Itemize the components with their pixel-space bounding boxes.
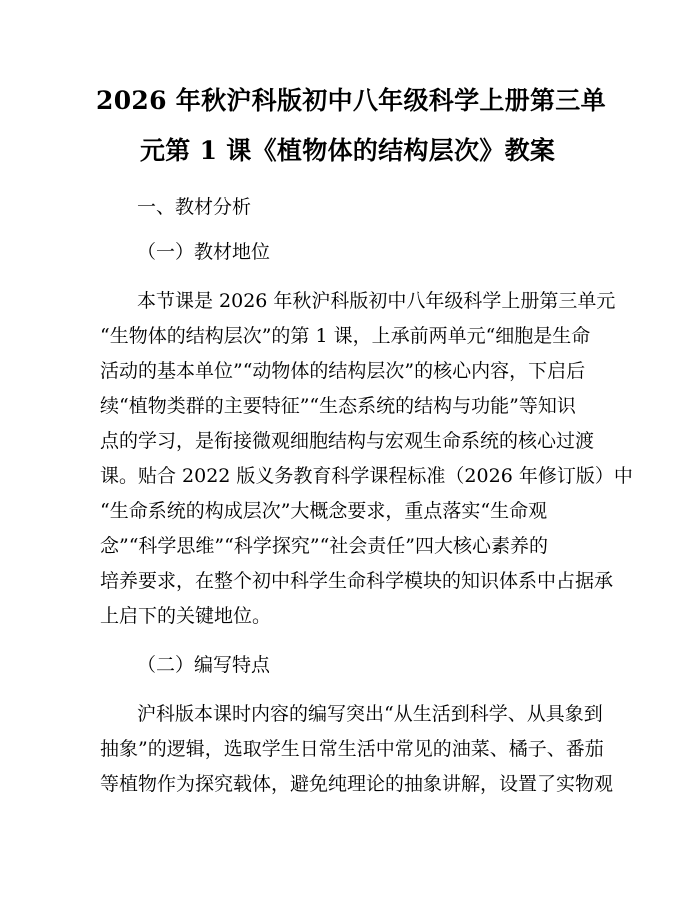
paragraph-line: 上启下的关键地位。 [100,605,272,627]
paragraph-line: “生物体的结构层次”的第 1 课，上承前两单元“细胞是生命 [100,325,591,347]
paragraph-line: 培养要求，在整个初中科学生命科学模块的知识体系中占据承 [100,570,614,592]
document-title-line-1: 2026 年秋沪科版初中八年级科学上册第三单 [96,86,606,115]
paragraph-line: 念”“科学思维”“科学探究”“社会责任”四大核心素养的 [100,535,548,557]
subsection-heading-writing-features: （二）编写特点 [137,654,271,676]
paragraph-line: 沪科版本课时内容的编写突出“从生活到科学、从具象到 [137,703,603,725]
paragraph-line: 课。贴合 2022 版义务教育科学课程标准（2026 年修订版）中 [100,465,633,487]
paragraph-line: “生命系统的构成层次”大概念要求，重点落实“生命观 [100,500,548,522]
section-heading-textbook-analysis: 一、教材分析 [137,196,252,218]
paragraph-line: 活动的基本单位”“动物体的结构层次”的核心内容，下启后 [100,360,586,382]
document-title-line-2: 元第 1 课《植物体的结构层次》教案 [140,136,556,165]
subsection-heading-textbook-position: （一）教材地位 [137,241,271,263]
paragraph-line: 本节课是 2026 年秋沪科版初中八年级科学上册第三单元 [137,290,616,312]
paragraph-line: 等植物作为探究载体，避免纯理论的抽象讲解，设置了实物观 [100,773,614,795]
paragraph-line: 抽象”的逻辑，选取学生日常生活中常见的油菜、橘子、番茄 [100,738,604,760]
paragraph-line: 续“植物类群的主要特征”“生态系统的结构与功能”等知识 [100,395,576,417]
paragraph-line: 点的学习，是衔接微观细胞结构与宏观生命系统的核心过渡 [100,430,595,452]
